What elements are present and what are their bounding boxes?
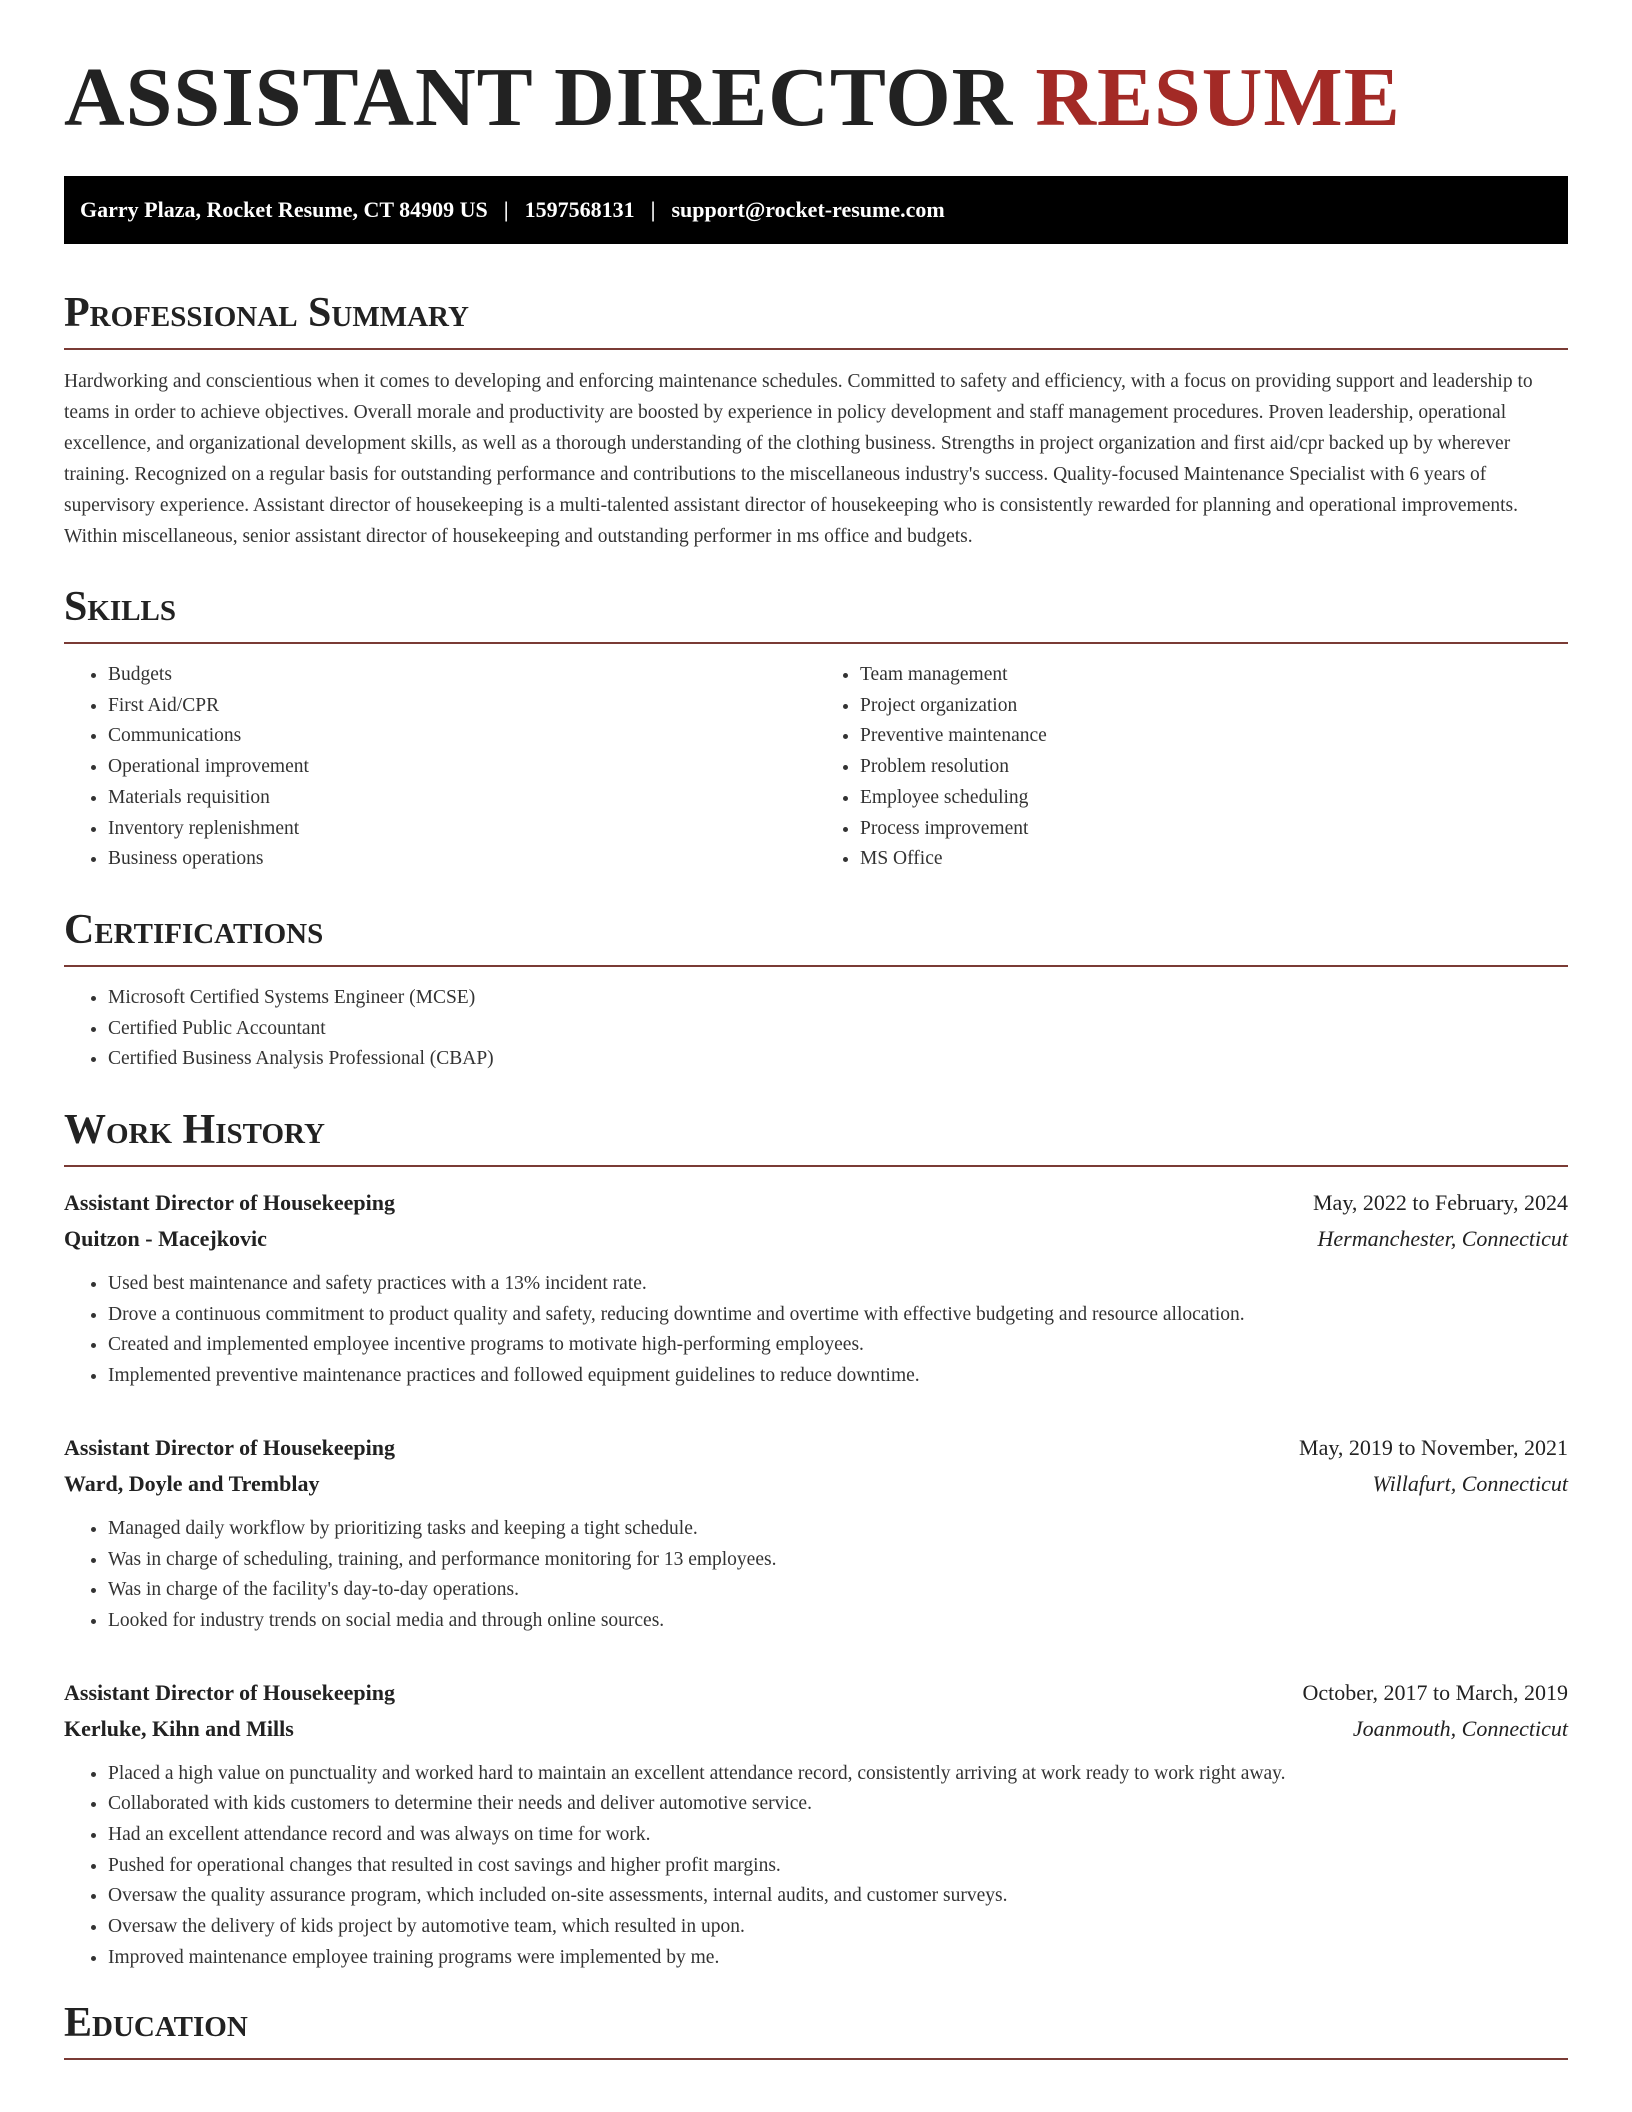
- education-heading: Education: [64, 2002, 1568, 2060]
- certifications-list: [64, 983, 1568, 1075]
- education-section: [64, 1999, 1568, 2060]
- contact-address: Garry Plaza, Rocket Resume, CT 84909 US: [80, 197, 488, 222]
- skills-grid: [64, 660, 1568, 875]
- skill-item: • Project organization: [860, 691, 1568, 722]
- certification-item: • Microsoft Certified Systems Engineer (MCSE): [108, 983, 1568, 1014]
- work-history-heading: Work History: [64, 1109, 1568, 1167]
- skill-item: • Process improvement: [860, 814, 1568, 845]
- job-bullet: • Used best maintenance and safety practices with a 13% incident rate.: [108, 1269, 1568, 1300]
- job-bullet: • Was in charge of the facility's day-to-day operations.: [108, 1575, 1568, 1606]
- job-dates: October, 2017 to March, 2019: [1302, 1679, 1568, 1705]
- job-title: Assistant Director of Housekeeping: [64, 1190, 396, 1216]
- job-bullet: • Oversaw the delivery of kids project by automotive team, which resulted in upon.: [108, 1912, 1568, 1943]
- certification-item: • Certified Public Accountant: [108, 1014, 1568, 1045]
- skills-left-list: [64, 660, 816, 875]
- job-bullet: • Looked for industry trends on social media and through online sources.: [108, 1606, 1568, 1637]
- skill-item: • Problem resolution: [860, 752, 1568, 783]
- job-title: Assistant Director of Housekeeping: [64, 1679, 396, 1705]
- certifications-heading: Certifications: [64, 909, 1568, 967]
- job-location: Joanmouth, Connecticut: [1352, 1715, 1568, 1741]
- certifications-section: [64, 906, 1568, 1075]
- job-location: Hermanchester, Connecticut: [1317, 1226, 1568, 1252]
- skill-item: • Preventive maintenance: [860, 721, 1568, 752]
- work-history-section: [64, 1109, 1568, 1974]
- job-bullet: • Created and implemented employee incentive programs to motivate high-performing employees.: [108, 1330, 1568, 1361]
- contact-bar: [64, 176, 1568, 244]
- summary-heading: Professional Summary: [64, 292, 1568, 350]
- certification-item: • Certified Business Analysis Professional (CBAP): [108, 1044, 1568, 1075]
- job-title: Assistant Director of Housekeeping: [64, 1434, 396, 1460]
- skills-section: [64, 586, 1568, 875]
- title-accent: RESUME: [1035, 51, 1401, 144]
- skill-item: • Business operations: [108, 844, 816, 875]
- job-bullet: • Improved maintenance employee training programs were implemented by me.: [108, 1943, 1568, 1974]
- skill-item: • Inventory replenishment: [108, 814, 816, 845]
- job-bullets: [64, 1269, 1568, 1392]
- job-company: Kerluke, Kihn and Mills: [64, 1715, 294, 1741]
- skill-item: • Team management: [860, 660, 1568, 691]
- job-bullet: • Was in charge of scheduling, training, and performance monitoring for 13 employees.: [108, 1545, 1568, 1576]
- job-location: Willafurt, Connecticut: [1372, 1470, 1568, 1496]
- title-main: ASSISTANT DIRECTOR: [64, 51, 1014, 144]
- job-bullets: [64, 1759, 1568, 1974]
- job-bullet: • Managed daily workflow by prioritizing tasks and keeping a tight schedule.: [108, 1514, 1568, 1545]
- job-bullet: • Drove a continuous commitment to product quality and safety, reducing downtime and overtime with effective budgeting and resource allocation.: [108, 1300, 1568, 1331]
- summary-text: Hardworking and conscientious when it comes to developing and enforcing maintenance schedules. Committed to safety and efficiency, with a focus on providing support and leadership to teams in order to achieve objectives. Overall morale and productivity are boosted by experience in policy development and staff management procedures. Proven leadership, operational excellence, and organizational development skills, as well as a thorough understanding of the clothing business. Strengths in project organization and first aid/cpr backed up by wherever training. Recognized on a regular basis for outstanding performance and contributions to the miscellaneous industry's success. Quality-focused Maintenance Specialist with 6 years of supervisory experience. Assistant director of housekeeping is a multi-talented assistant director of housekeeping who is consistently rewarded for planning and operational improvements. Within miscellaneous, senior assistant director of housekeeping and outstanding performer in ms office and budgets.: [64, 371, 1533, 547]
- job-bullet: • Pushed for operational changes that resulted in cost savings and higher profit margins.: [108, 1851, 1568, 1882]
- skill-item: • Materials requisition: [108, 783, 816, 814]
- job-bullet: • Implemented preventive maintenance practices and followed equipment guidelines to reduce downtime.: [108, 1361, 1568, 1392]
- job-entry: [64, 1430, 1568, 1637]
- skill-item: • MS Office: [860, 844, 1568, 875]
- skills-heading: Skills: [64, 586, 1568, 644]
- job-company: Quitzon - Macejkovic: [64, 1226, 267, 1252]
- job-entry: [64, 1675, 1568, 1974]
- contact-separator: |: [650, 197, 656, 222]
- summary-section: [64, 292, 1568, 552]
- job-bullet: • Collaborated with kids customers to determine their needs and deliver automotive service.: [108, 1789, 1568, 1820]
- skill-item: • Employee scheduling: [860, 783, 1568, 814]
- skill-item: • First Aid/CPR: [108, 691, 816, 722]
- contact-email: support@rocket-resume.com: [671, 197, 945, 222]
- job-bullet: • Had an excellent attendance record and was always on time for work.: [108, 1820, 1568, 1851]
- skill-item: • Communications: [108, 721, 816, 752]
- job-bullet: • Oversaw the quality assurance program, which included on-site assessments, internal audits, and customer surveys.: [108, 1881, 1568, 1912]
- contact-phone: 1597568131: [524, 197, 635, 222]
- job-company: Ward, Doyle and Tremblay: [64, 1470, 320, 1496]
- skill-item: • Operational improvement: [108, 752, 816, 783]
- resume-title: [64, 0, 1568, 144]
- job-dates: May, 2022 to February, 2024: [1313, 1190, 1568, 1216]
- job-dates: May, 2019 to November, 2021: [1299, 1434, 1568, 1460]
- contact-separator: |: [503, 197, 509, 222]
- job-bullets: [64, 1514, 1568, 1637]
- job-bullet: • Placed a high value on punctuality and worked hard to maintain an excellent attendance record, consistently arriving at work ready to work right away.: [108, 1759, 1568, 1790]
- skills-right-list: [816, 660, 1568, 875]
- skill-item: • Budgets: [108, 660, 816, 691]
- job-entry: [64, 1185, 1568, 1392]
